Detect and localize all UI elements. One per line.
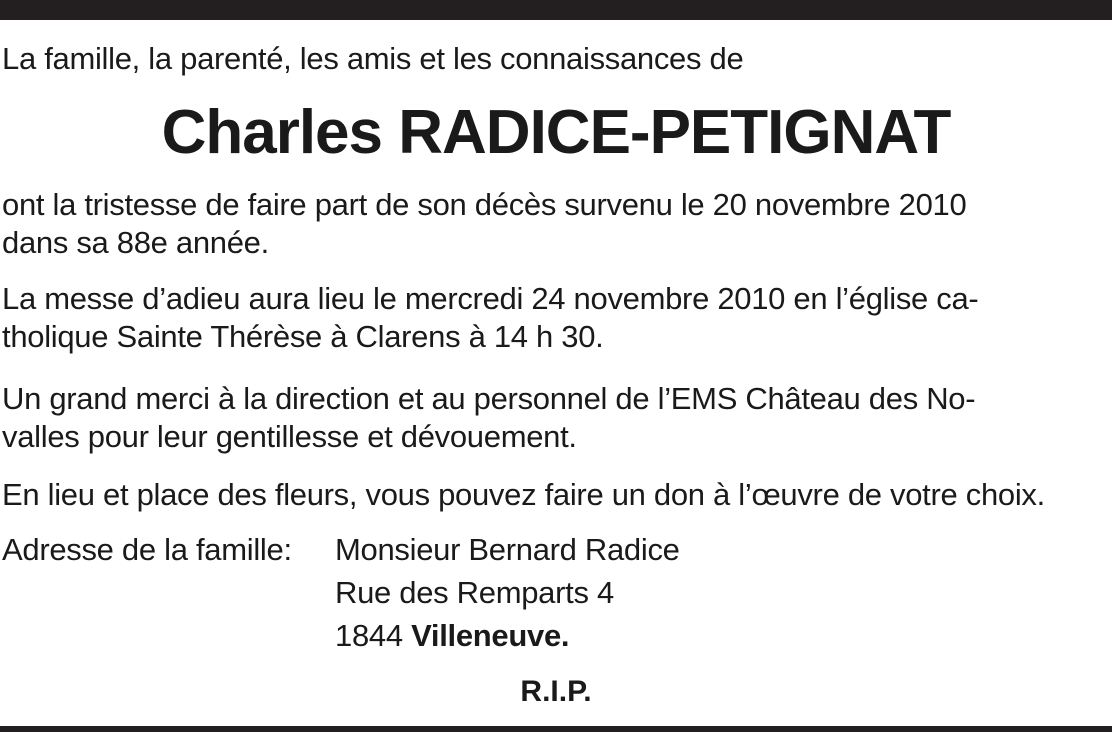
address-postcode: 1844	[335, 618, 403, 653]
address-recipient: Monsieur Bernard Radice	[335, 532, 680, 567]
mass-line-1: La messe d’adieu aura lieu le mercredi 24 novembre 2010 en l’église ca-	[2, 281, 979, 316]
address-label: Adresse de la famille:	[2, 532, 292, 567]
closing-rip: R.I.P.	[520, 675, 592, 708]
intro-text: La famille, la parenté, les amis et les connaissances de	[2, 41, 744, 76]
thanks-line-2: valles pour leur gentillesse et dévouement.	[2, 419, 577, 454]
top-rule	[0, 0, 1112, 20]
donation-line: En lieu et place des fleurs, vous pouvez faire un don à l’œuvre de votre choix.	[2, 477, 1045, 512]
address-street: Rue des Remparts 4	[335, 575, 614, 610]
deceased-name: Charles RADICE-PETIGNAT	[161, 98, 951, 167]
announcement-line-2: dans sa 88e année.	[2, 225, 269, 260]
bottom-rule	[0, 726, 1112, 732]
mass-line-2: tholique Sainte Thérèse à Clarens à 14 h 30.	[2, 319, 604, 354]
address-city: Villeneuve.	[411, 618, 570, 653]
address-city-line	[335, 617, 569, 655]
thanks-line-1: Un grand merci à la direction et au personnel de l’EMS Château des No-	[2, 381, 976, 416]
announcement-line-1: ont la tristesse de faire part de son décès survenu le 20 novembre 2010	[2, 187, 967, 222]
